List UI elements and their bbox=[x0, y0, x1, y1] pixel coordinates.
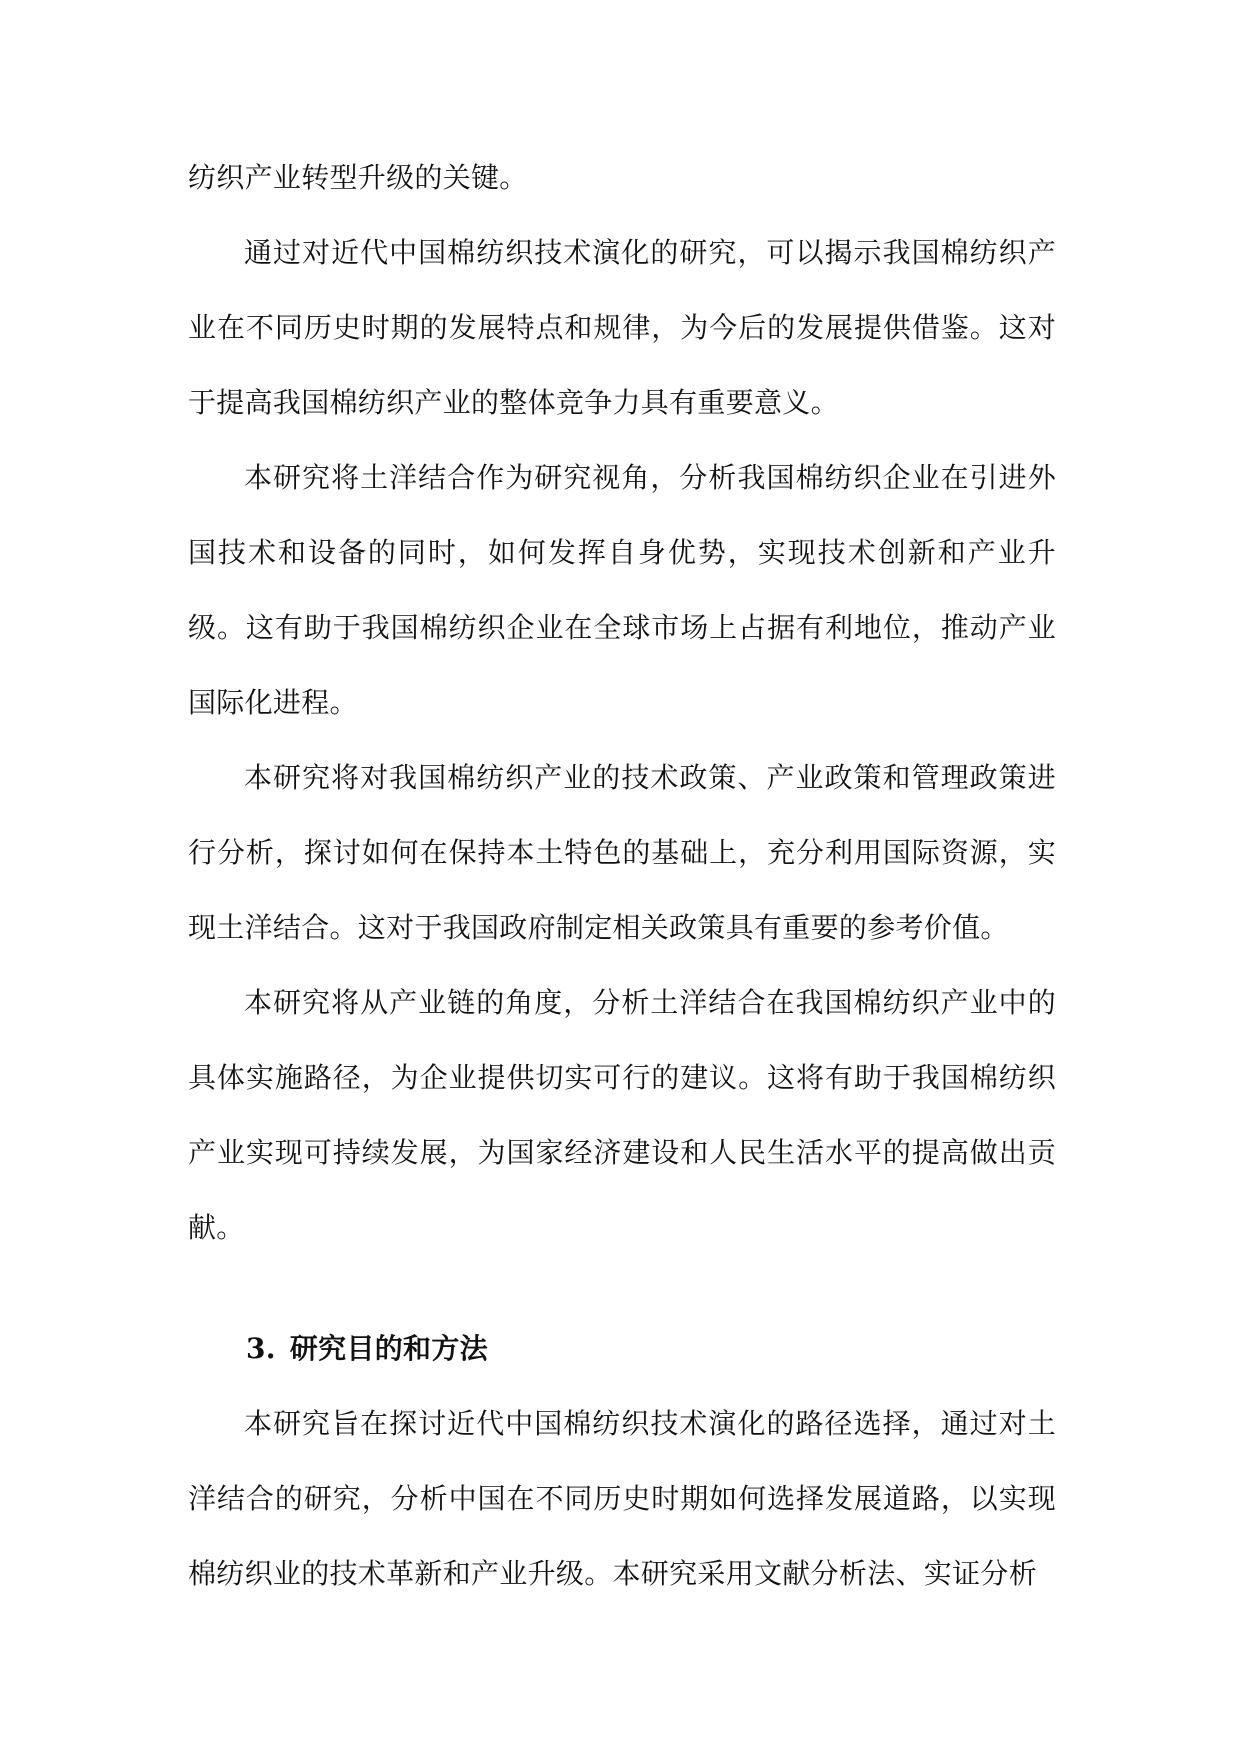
paragraph-research-perspective: 本研究将土洋结合作为研究视角，分析我国棉纺织企业在引进外国技术和设备的同时，如何发挥自身优势，实现技术创新和产业升级。这有助于我国棉纺织企业在全球市场上占据有利地位，推动产业国际化进程。 bbox=[188, 461, 1056, 719]
section-number: 3. bbox=[246, 1332, 276, 1365]
paragraph-continuation: 纺织产业转型升级的关键。 bbox=[188, 161, 528, 194]
paragraph-industry-chain: 本研究将从产业链的角度，分析土洋结合在我国棉纺织产业中的具体实施路径，为企业提供切实可行的建议。这将有助于我国棉纺织产业实现可持续发展，为国家经济建设和人民生活水平的提高做出贡献。 bbox=[188, 986, 1056, 1244]
section-heading bbox=[188, 1311, 1056, 1386]
paragraph-policy-analysis: 本研究将对我国棉纺织产业的技术政策、产业政策和管理政策进行分析，探讨如何在保持本土特色的基础上，充分利用国际资源，实现土洋结合。这对于我国政府制定相关政策具有重要的参考价值。 bbox=[188, 761, 1056, 944]
paragraph-research-significance: 通过对近代中国棉纺织技术演化的研究，可以揭示我国棉纺织产业在不同历史时期的发展特点和规律，为今后的发展提供借鉴。这对于提高我国棉纺织产业的整体竞争力具有重要意义。 bbox=[188, 236, 1056, 419]
section-title: 研究目的和方法 bbox=[289, 1332, 488, 1365]
paragraph-research-purpose: 本研究旨在探讨近代中国棉纺织技术演化的路径选择，通过对土洋结合的研究，分析中国在不同历史时期如何选择发展道路，以实现棉纺织业的技术革新和产业升级。本研究采用文献分析法、实证分析 bbox=[188, 1407, 1056, 1590]
document-body bbox=[188, 140, 1056, 1611]
